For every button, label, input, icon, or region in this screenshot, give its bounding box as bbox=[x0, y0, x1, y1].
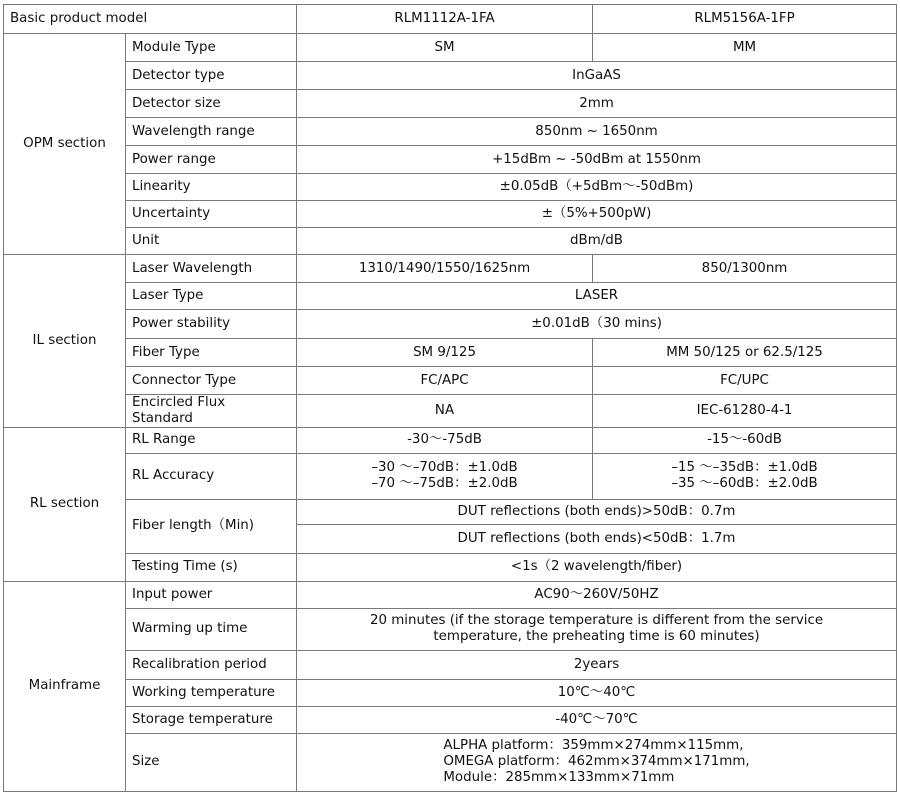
value-fiber-length-2: DUT reflections (both ends)<50dB：1.7m bbox=[297, 524, 897, 553]
value-working-temp: 10℃～40℃ bbox=[297, 679, 897, 706]
label-recalibration: Recalibration period bbox=[126, 650, 297, 679]
row-working-temp bbox=[4, 679, 897, 706]
label-storage-temp: Storage temperature bbox=[126, 706, 297, 733]
row-encircled-flux bbox=[4, 395, 897, 428]
row-module-type bbox=[4, 34, 897, 62]
value-module-type-a: SM bbox=[297, 34, 593, 62]
row-input-power bbox=[4, 581, 897, 608]
rl-section-title: RL section bbox=[4, 427, 126, 581]
row-detector-size bbox=[4, 90, 897, 118]
label-input-power: Input power bbox=[126, 581, 297, 608]
value-input-power: AC90～260V/50HZ bbox=[297, 581, 897, 608]
value-connector-type-b: FC/UPC bbox=[593, 367, 897, 395]
row-power-range bbox=[4, 146, 897, 174]
label-laser-wavelength: Laser Wavelength bbox=[126, 255, 297, 283]
warming-up-line1: 20 minutes (if the storage temperature is different from the service bbox=[369, 613, 824, 629]
value-power-stability: ±0.01dB（30 mins) bbox=[297, 310, 897, 339]
label-detector-size: Detector size bbox=[126, 90, 297, 118]
row-testing-time bbox=[4, 553, 897, 581]
label-testing-time: Testing Time (s) bbox=[126, 553, 297, 581]
value-rl-accuracy-b bbox=[593, 453, 897, 499]
label-warming-up: Warming up time bbox=[126, 608, 297, 650]
warming-up-line2: temperature, the preheating time is 60 minutes) bbox=[433, 629, 760, 645]
header-row bbox=[4, 5, 897, 34]
label-working-temp: Working temperature bbox=[126, 679, 297, 706]
row-storage-temp bbox=[4, 706, 897, 733]
rl-accuracy-a-line2: –70 ～–75dB：±2.0dB bbox=[371, 476, 518, 492]
spec-table bbox=[3, 4, 897, 792]
row-rl-accuracy bbox=[4, 453, 897, 499]
label-wavelength-range: Wavelength range bbox=[126, 118, 297, 146]
value-laser-type: LASER bbox=[297, 283, 897, 310]
value-detector-type: InGaAS bbox=[297, 62, 897, 90]
label-rl-accuracy: RL Accuracy bbox=[126, 453, 297, 499]
row-fiber-type bbox=[4, 339, 897, 367]
label-power-range: Power range bbox=[126, 146, 297, 174]
value-laser-wavelength-b: 850/1300nm bbox=[593, 255, 897, 283]
value-testing-time: <1s（2 wavelength/fiber) bbox=[297, 553, 897, 581]
label-laser-type: Laser Type bbox=[126, 283, 297, 310]
value-laser-wavelength-a: 1310/1490/1550/1625nm bbox=[297, 255, 593, 283]
opm-section-title: OPM section bbox=[4, 34, 126, 255]
row-wavelength-range bbox=[4, 118, 897, 146]
value-recalibration: 2years bbox=[297, 650, 897, 679]
label-rl-range: RL Range bbox=[126, 427, 297, 453]
value-rl-accuracy-a bbox=[297, 453, 593, 499]
value-encircled-flux-a: NA bbox=[297, 395, 593, 428]
row-rl-range bbox=[4, 427, 897, 453]
label-uncertainty: Uncertainty bbox=[126, 201, 297, 228]
value-power-range: +15dBm ~ -50dBm at 1550nm bbox=[297, 146, 897, 174]
value-linearity: ±0.05dB（+5dBm～-50dBm) bbox=[297, 174, 897, 201]
label-fiber-length: Fiber length（Min) bbox=[126, 499, 297, 553]
label-linearity: Linearity bbox=[126, 174, 297, 201]
value-warming-up bbox=[297, 608, 897, 650]
label-power-stability: Power stability bbox=[126, 310, 297, 339]
value-uncertainty: ±（5%+500pW) bbox=[297, 201, 897, 228]
label-detector-type: Detector type bbox=[126, 62, 297, 90]
il-section-title: IL section bbox=[4, 255, 126, 428]
row-fiber-length-1 bbox=[4, 499, 897, 524]
rl-accuracy-b-line2: –35 ～–60dB：±2.0dB bbox=[671, 476, 818, 492]
row-laser-wavelength bbox=[4, 255, 897, 283]
value-detector-size: 2mm bbox=[297, 90, 897, 118]
row-connector-type bbox=[4, 367, 897, 395]
row-power-stability bbox=[4, 310, 897, 339]
row-uncertainty bbox=[4, 201, 897, 228]
row-recalibration bbox=[4, 650, 897, 679]
label-connector-type: Connector Type bbox=[126, 367, 297, 395]
label-size: Size bbox=[126, 733, 297, 791]
value-unit: dBm/dB bbox=[297, 228, 897, 255]
value-fiber-type-a: SM 9/125 bbox=[297, 339, 593, 367]
label-module-type: Module Type bbox=[126, 34, 297, 62]
value-storage-temp: -40℃～70℃ bbox=[297, 706, 897, 733]
row-warming-up bbox=[4, 608, 897, 650]
rl-accuracy-b-line1: –15 ～–35dB：±1.0dB bbox=[671, 460, 818, 476]
row-size bbox=[4, 733, 897, 791]
rl-accuracy-a-line1: –30 ～–70dB：±1.0dB bbox=[371, 460, 518, 476]
size-line1: ALPHA platform：359mm×274mm×115mm, bbox=[443, 738, 744, 754]
row-detector-type bbox=[4, 62, 897, 90]
value-rl-range-b: -15～-60dB bbox=[593, 427, 897, 453]
row-unit bbox=[4, 228, 897, 255]
row-linearity bbox=[4, 174, 897, 201]
value-size bbox=[297, 733, 897, 791]
value-rl-range-a: -30～-75dB bbox=[297, 427, 593, 453]
value-wavelength-range: 850nm ~ 1650nm bbox=[297, 118, 897, 146]
label-encircled-flux: Encircled Flux Standard bbox=[126, 395, 297, 428]
row-laser-type bbox=[4, 283, 897, 310]
value-encircled-flux-b: IEC-61280-4-1 bbox=[593, 395, 897, 428]
label-fiber-type: Fiber Type bbox=[126, 339, 297, 367]
value-module-type-b: MM bbox=[593, 34, 897, 62]
size-line2: OMEGA platform：462mm×374mm×171mm, bbox=[443, 754, 750, 770]
mainframe-section-title: Mainframe bbox=[4, 581, 126, 791]
value-connector-type-a: FC/APC bbox=[297, 367, 593, 395]
model-a: RLM1112A-1FA bbox=[297, 5, 593, 34]
model-label: Basic product model bbox=[4, 5, 297, 34]
label-unit: Unit bbox=[126, 228, 297, 255]
value-fiber-length-1: DUT reflections (both ends)>50dB：0.7m bbox=[297, 499, 897, 524]
size-line3: Module：285mm×133mm×71mm bbox=[443, 770, 675, 786]
model-b: RLM5156A-1FP bbox=[593, 5, 897, 34]
value-fiber-type-b: MM 50/125 or 62.5/125 bbox=[593, 339, 897, 367]
